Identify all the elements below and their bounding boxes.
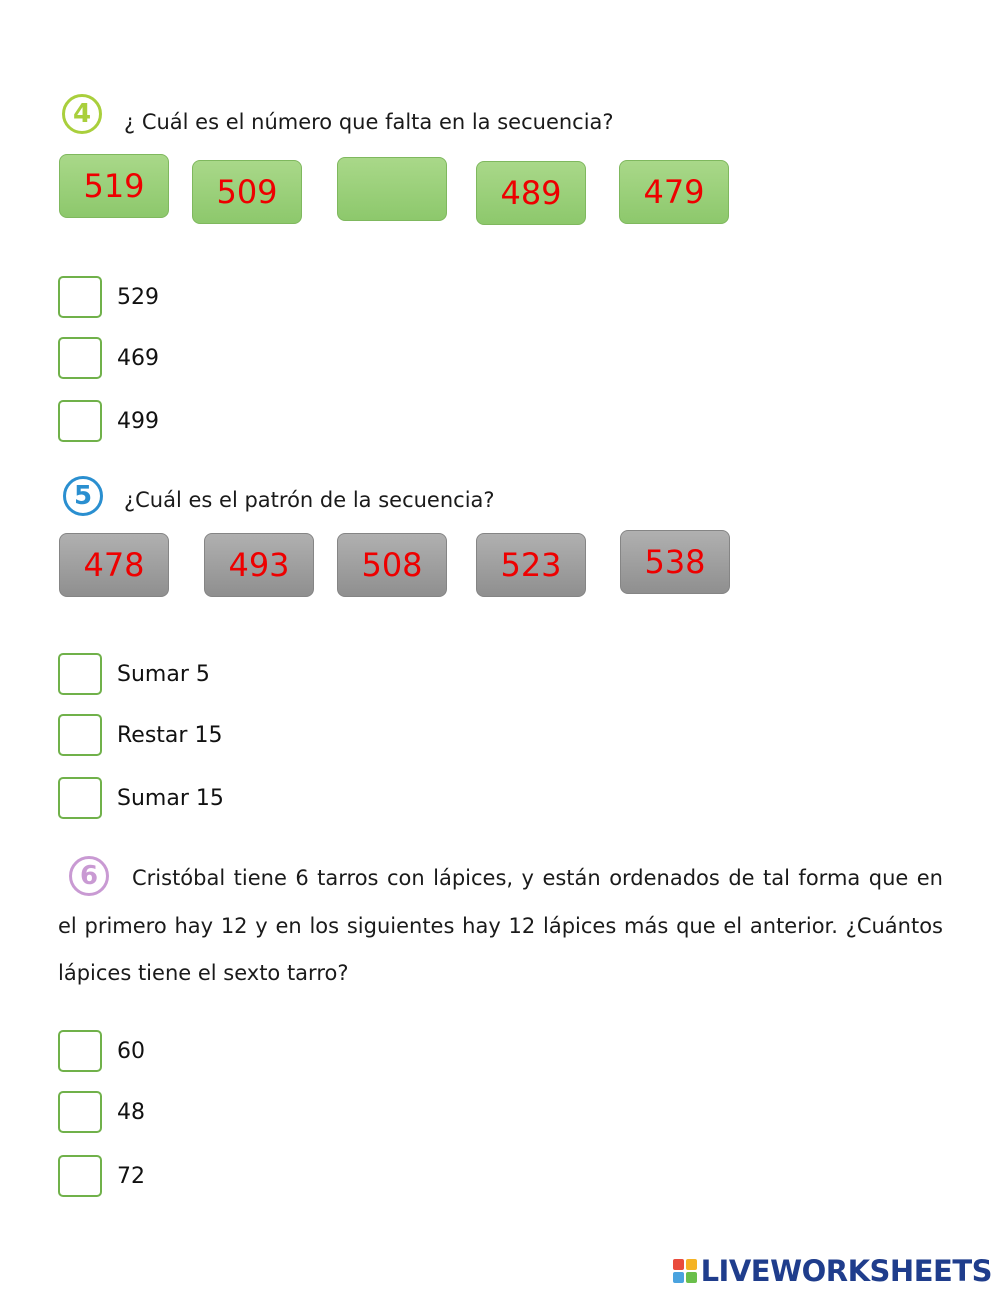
q4-option-label: 529: [117, 284, 159, 310]
question-number-6-icon: 6: [69, 856, 109, 896]
q4-option-checkbox[interactable]: [58, 400, 102, 442]
liveworksheets-brand[interactable]: [673, 1255, 992, 1287]
question-5-text: ¿Cuál es el patrón de la secuencia?: [124, 488, 495, 512]
question-number-5-icon: 5: [63, 476, 103, 516]
missing-number-tile[interactable]: [337, 157, 447, 221]
brand-name: LIVEWORKSHEETS: [700, 1254, 992, 1288]
q4-option: [58, 275, 159, 319]
q4-option-label: 499: [117, 408, 159, 434]
q5-option-checkbox[interactable]: [58, 653, 102, 695]
q5-option-label: Sumar 15: [117, 785, 224, 811]
q6-option-checkbox[interactable]: [58, 1091, 102, 1133]
q6-option: [58, 1029, 145, 1073]
q5-option-label: Sumar 5: [117, 661, 210, 687]
sequence-tile: 479: [619, 160, 729, 224]
q5-option: [58, 776, 224, 820]
liveworksheets-logo-icon: [673, 1259, 697, 1283]
q6-option-checkbox[interactable]: [58, 1030, 102, 1072]
question-4-text: ¿ Cuál es el número que falta en la secuencia?: [124, 110, 614, 134]
sequence-tile: 519: [59, 154, 169, 218]
q5-option-checkbox[interactable]: [58, 777, 102, 819]
q6-option-label: 72: [117, 1163, 145, 1189]
q4-option-checkbox[interactable]: [58, 276, 102, 318]
sequence-tile: 489: [476, 161, 586, 225]
question-6-text: Cristóbal tiene 6 tarros con lápices, y están ordenados de tal forma que en el primero hay 12 y en los siguientes hay 12 lápices más que el anterior. ¿Cuántos lápices tiene el sexto tarro?: [58, 866, 943, 985]
q6-option-label: 48: [117, 1099, 145, 1125]
sequence-tile: 508: [337, 533, 447, 597]
sequence-tile: 523: [476, 533, 586, 597]
sequence-tile: 509: [192, 160, 302, 224]
q4-option: [58, 336, 159, 380]
sequence-tile: 478: [59, 533, 169, 597]
q6-option: [58, 1154, 145, 1198]
q4-option: [58, 399, 159, 443]
question-number-4-icon: 4: [62, 94, 102, 134]
sequence-tile: 538: [620, 530, 730, 594]
q5-option: [58, 652, 210, 696]
q4-option-label: 469: [117, 345, 159, 371]
q6-option: [58, 1090, 145, 1134]
sequence-tile: 493: [204, 533, 314, 597]
q4-option-checkbox[interactable]: [58, 337, 102, 379]
q5-option-label: Restar 15: [117, 722, 223, 748]
q5-option-checkbox[interactable]: [58, 714, 102, 756]
q5-option: [58, 713, 222, 757]
q6-option-label: 60: [117, 1038, 145, 1064]
q6-option-checkbox[interactable]: [58, 1155, 102, 1197]
